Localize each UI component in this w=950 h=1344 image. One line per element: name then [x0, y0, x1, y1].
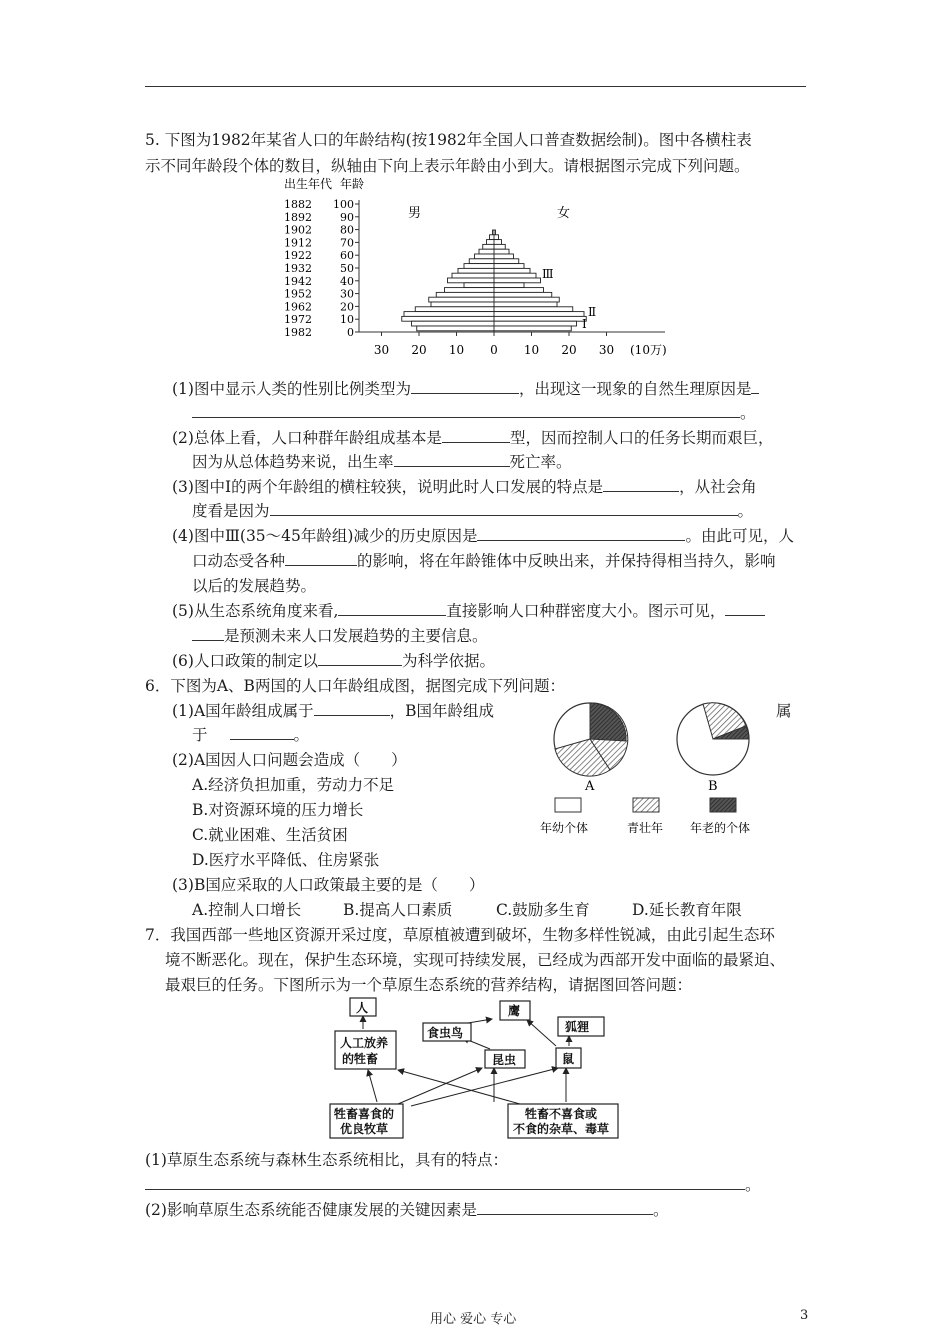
birth-year-tick: 1982 [284, 326, 312, 339]
q5-sub4-line2 [192, 551, 776, 571]
q5-sub3-line1 [172, 477, 757, 497]
legend-old: 年老的个体 [690, 821, 751, 835]
answer-blank[interactable] [285, 551, 357, 566]
q5-sub2-line1 [172, 428, 773, 448]
birth-year-tick: 1902 [284, 223, 312, 237]
q5-sub4-text-c: 口动态受各种 [192, 552, 286, 570]
birth-year-tick: 1922 [284, 249, 312, 263]
q5-sub2-text-d: 死亡率。 [509, 453, 572, 471]
answer-blank[interactable] [230, 725, 294, 740]
answer-blank[interactable] [270, 501, 738, 516]
x-unit: (10万) [630, 343, 667, 357]
node-good-grass-2: 优良牧草 [340, 1122, 389, 1136]
food-web-diagram [320, 996, 630, 1142]
q5-sub2-text-a: (2)总体上看，人口种群年龄组成基本是 [172, 429, 442, 447]
node-bad-grass-1: 牲畜不喜食或 [525, 1107, 598, 1121]
q5-sub3-end: 。 [737, 502, 754, 520]
q5-sub5-text-a: (5)从生态系统角度来看, [172, 602, 339, 620]
x-tick: 30 [598, 343, 615, 357]
age-axis-label: 年龄 [340, 177, 365, 191]
answer-blank[interactable] [725, 601, 765, 616]
pie-a-old-slice [590, 703, 626, 741]
node-livestock-2: 的牲畜 [342, 1052, 379, 1066]
q5-sub3-text-b: ，从社会角 [679, 478, 757, 496]
q5-sub6-text-b: 为科学依据。 [401, 652, 495, 670]
x-tick: 20 [411, 343, 427, 357]
answer-blank[interactable] [477, 1200, 653, 1215]
q5-sub1-end: 。 [740, 404, 756, 422]
q5-sub1-text-b: ，出现这一现象的自然生理原因是 [518, 380, 752, 398]
age-tick: 0 [347, 326, 354, 339]
q5-sub4-text-d: 的影响，将在年龄锥体中反映出来，并保持得相当持久，影响 [357, 552, 776, 570]
pie-b-label: B [708, 779, 718, 794]
node-mouse: 鼠 [562, 1052, 575, 1066]
q5-sub3-text-a: (3)图中Ⅰ的两个年龄组的横柱较狭，说明此时人口发展的特点是 [172, 478, 604, 496]
age-tick: 10 [340, 313, 354, 327]
q6-sub3-option-d[interactable]: D.延长教育年限 [632, 901, 742, 919]
q6-sub1-line1 [172, 701, 494, 721]
q5-stem-line2: 示不同年龄段个体的数目，纵轴由下向上表示年龄由小到大。请根据图示完成下列问题。 [145, 157, 750, 175]
q7-sub2 [145, 1200, 668, 1220]
q5-sub2-text-b: 型，因而控制人口的任务长期而艰巨， [509, 429, 774, 447]
x-tick: 30 [373, 343, 390, 357]
male-label: 男 [408, 206, 422, 221]
age-tick: 90 [340, 210, 354, 224]
q6-sub1-shu: 属 [776, 702, 792, 720]
age-tick: 70 [340, 236, 354, 250]
q7-sub2-text-a: (2)影响草原生态系统能否健康发展的关键因素是 [145, 1201, 477, 1219]
answer-blank[interactable] [192, 403, 740, 418]
x-tick: 10 [448, 343, 465, 357]
pie-a-label: A [585, 779, 595, 794]
birth-year-label: 出生年代 [284, 177, 333, 191]
q7-stem-line1: 7．我国西部一些地区资源开采过度，草原植被遭到破坏，生物多样性锐减，由此引起生态环 [145, 926, 775, 944]
q6-option-a[interactable]: A.经济负担加重，劳动力不足 [192, 776, 395, 794]
answer-blank[interactable] [145, 1175, 745, 1190]
q5-stem-line1: 5. 下图为1982年某省人口的年龄结构(按1982年全国人口普查数据绘制)。图中各横柱表 [145, 131, 752, 149]
legend-swatch-young [555, 798, 581, 812]
population-pyramid [270, 172, 690, 362]
answer-blank[interactable] [603, 477, 679, 492]
q5-sub3-text-c: 度看是因为 [192, 502, 270, 520]
q6-option-c[interactable]: C.就业困难、生活贫困 [192, 826, 348, 844]
age-tick: 50 [340, 262, 354, 275]
q6-sub3-option-b[interactable]: B.提高人口素质 [343, 901, 453, 919]
birth-year-tick: 1962 [284, 300, 312, 314]
age-tick: 60 [340, 249, 354, 263]
birth-year-tick: 1972 [284, 313, 312, 327]
birth-year-tick: 1942 [284, 274, 312, 288]
age-ticks [333, 198, 359, 339]
q5-sub5-line2 [192, 626, 488, 646]
q5-sub4-text-a: (4)图中Ⅲ(35～45年龄组)减少的历史原因是 [172, 527, 478, 545]
answer-blank[interactable] [314, 701, 390, 716]
x-ticks [374, 332, 614, 357]
q5-sub1-line2 [192, 403, 756, 423]
legend-adult: 青壮年 [627, 821, 664, 835]
node-fox: 狐狸 [565, 1020, 590, 1034]
answer-blank[interactable] [442, 428, 510, 443]
node-human: 人 [356, 1001, 369, 1015]
q5-sub2-line2 [192, 452, 572, 472]
q6-sub3-option-c[interactable]: C.鼓励多生育 [496, 901, 590, 919]
age-tick: 80 [340, 223, 354, 237]
birth-year-tick: 1932 [284, 262, 312, 275]
birth-year-ticks [284, 198, 312, 339]
node-insect: 昆虫 [492, 1053, 517, 1067]
age-tick: 20 [340, 300, 354, 314]
node-livestock-1: 人工放养 [340, 1036, 389, 1050]
mark-III: Ⅲ [542, 267, 554, 281]
q7-sub2-end: 。 [652, 1201, 669, 1219]
q6-sub3: (3)B国应采取的人口政策最主要的是（ ） [172, 876, 485, 894]
age-tick: 40 [340, 274, 354, 288]
q6-option-b[interactable]: B.对资源环境的压力增长 [192, 801, 364, 819]
answer-blank[interactable] [477, 526, 685, 541]
age-structure-pies [530, 696, 770, 842]
footer-slogan: 用心 爱心 专心 [430, 1312, 517, 1327]
mark-II: Ⅱ [588, 305, 597, 319]
x-tick: 20 [561, 343, 577, 357]
birth-year-tick: 1892 [284, 210, 312, 224]
mark-I: Ⅰ [582, 317, 587, 331]
x-tick: 0 [490, 343, 498, 357]
q7-sub1-answer-line [145, 1175, 761, 1195]
q7-sub1: (1)草原生态系统与森林生态系统相比，具有的特点： [145, 1151, 508, 1169]
q5-sub2-text-c: 因为从总体趋势来说，出生率 [192, 453, 394, 471]
q5-sub6-line [172, 651, 495, 671]
q5-sub1-text-a: (1)图中显示人类的性别比例类型为 [172, 380, 411, 398]
header-rule [145, 86, 806, 87]
birth-year-tick: 1882 [284, 198, 312, 211]
q5-sub1-line1 [172, 379, 759, 399]
x-tick: 10 [523, 343, 540, 357]
pyramid-bars [402, 230, 587, 332]
node-insectbird: 食虫鸟 [427, 1026, 464, 1040]
q7-stem-line3: 最艰巨的任务。下图所示为一个草原生态系统的营养结构，请据图回答问题： [165, 976, 693, 994]
age-tick: 100 [333, 198, 354, 211]
q5-sub6-text-a: (6)人口政策的制定以 [172, 652, 318, 670]
legend-swatch-old [710, 798, 736, 812]
q7-stem-line2: 境不断恶化。现在，保护生态环境，实现可持续发展，已经成为西部开发中面临的最紧迫、 [165, 951, 786, 969]
q6-sub1-line2 [192, 725, 309, 745]
legend-swatch-adult [633, 798, 659, 812]
q5-sub4-text-b: 。由此可见，人 [685, 527, 794, 545]
q5-sub5-text-b: 直接影响人口种群密度大小。图示可见， [446, 602, 726, 620]
q6-sub1-text-a: (1)A国年龄组成属于 [172, 702, 314, 720]
page-number: 3 [800, 1308, 809, 1323]
answer-blank[interactable] [411, 379, 519, 394]
birth-year-tick: 1952 [284, 287, 312, 301]
female-label: 女 [557, 206, 571, 221]
answer-blank[interactable] [394, 452, 510, 467]
q7-sub1-end: 。 [745, 1176, 761, 1194]
q6-sub1-text-b: ，B国年龄组成 [389, 702, 495, 720]
birth-year-tick: 1912 [284, 236, 312, 250]
node-eagle: 鹰 [508, 1004, 521, 1018]
node-good-grass-1: 牲畜喜食的 [334, 1107, 395, 1121]
answer-blank[interactable] [338, 601, 446, 616]
legend-young: 年幼个体 [540, 821, 589, 835]
q6-option-d[interactable]: D.医疗水平降低、住房紧张 [192, 851, 380, 869]
q5-sub3-line2 [192, 501, 753, 521]
q5-sub4-line1 [172, 526, 794, 546]
node-bad-grass-2: 不食的杂草、毒草 [513, 1122, 610, 1136]
q5-sub5-line1 [172, 601, 765, 621]
answer-blank[interactable] [318, 651, 402, 666]
q6-stem: 6．下图为A、B两国的人口年龄组成图，据图完成下列问题： [145, 677, 565, 695]
q5-sub4-line3: 以后的发展趋势。 [192, 577, 317, 595]
answer-blank[interactable] [192, 626, 224, 641]
q6-sub2: (2)A国因人口问题会造成（ ） [172, 751, 407, 769]
age-tick: 30 [340, 287, 354, 301]
q5-sub5-text-c: 是预测未来人口发展趋势的主要信息。 [224, 627, 488, 645]
answer-blank[interactable] [751, 379, 759, 394]
q6-sub1-end: 。 [293, 726, 310, 744]
q6-sub1-text-d: 于 [192, 726, 208, 744]
q6-sub3-option-a[interactable]: A.控制人口增长 [192, 901, 302, 919]
